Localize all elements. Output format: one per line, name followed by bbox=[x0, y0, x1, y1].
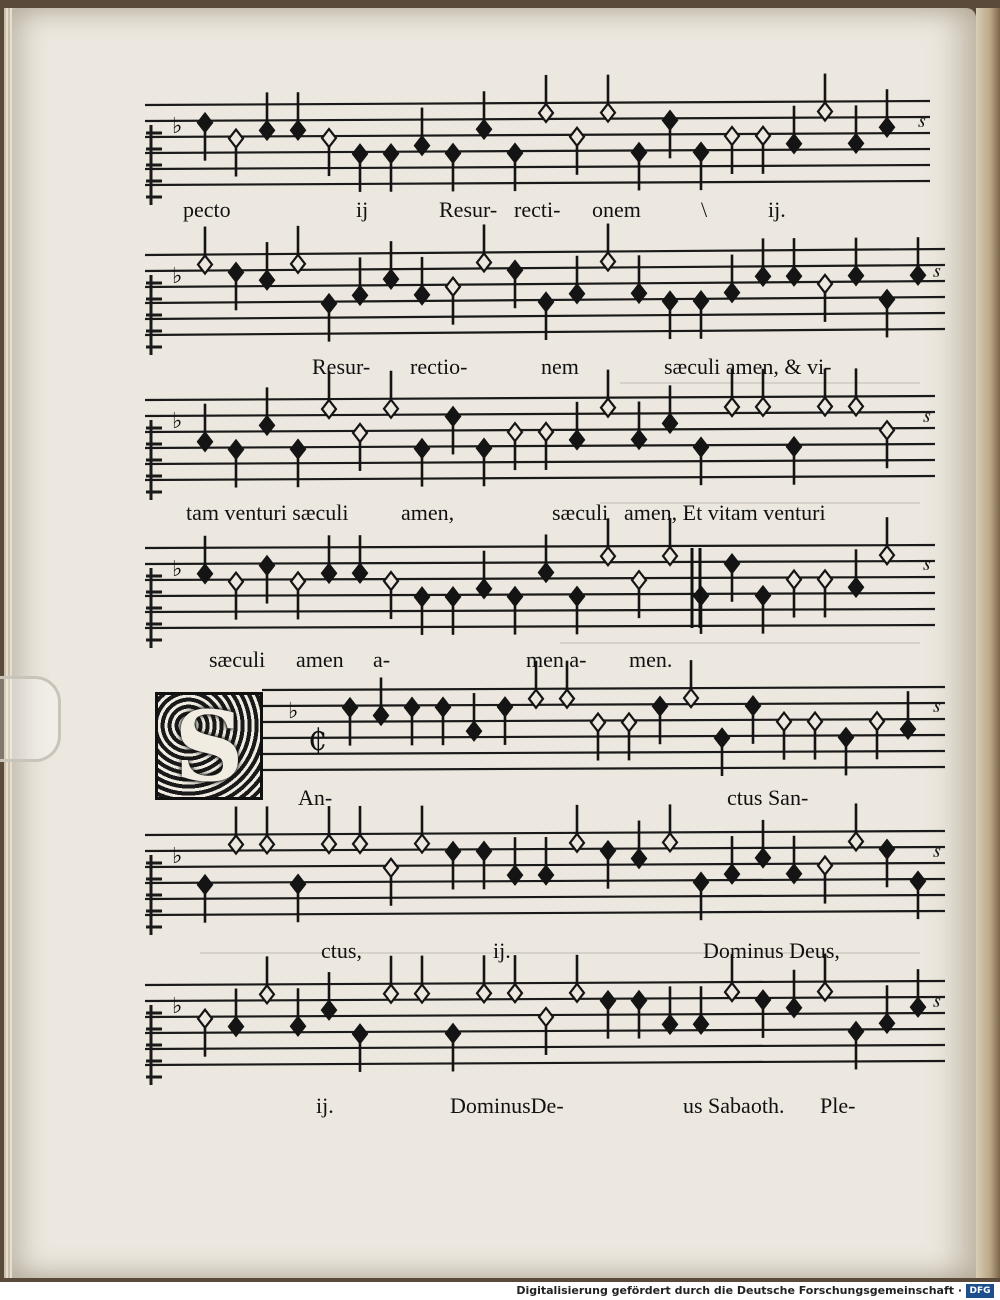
note-head bbox=[198, 1010, 212, 1028]
note-head bbox=[353, 424, 367, 442]
staff-line bbox=[145, 165, 930, 169]
note-head bbox=[508, 588, 522, 606]
custos-mark: 𝆍 bbox=[933, 693, 941, 717]
note-head bbox=[777, 713, 791, 731]
note-head bbox=[446, 407, 460, 425]
note-head bbox=[446, 842, 460, 860]
staff-line bbox=[145, 265, 945, 271]
lyric-word: sæculi bbox=[209, 647, 266, 672]
note-head bbox=[322, 295, 336, 313]
flat-sign: ♭ bbox=[172, 994, 183, 1019]
note-head bbox=[818, 275, 832, 293]
flat-sign: ♭ bbox=[172, 409, 183, 434]
staff-line bbox=[145, 249, 945, 255]
mensuration-sign: ₵ bbox=[308, 723, 328, 758]
lyric-word: sæculi amen, & vi- bbox=[664, 354, 832, 379]
lyric-word: men. bbox=[629, 647, 673, 672]
staff-line bbox=[262, 767, 945, 770]
staff-line bbox=[145, 545, 935, 548]
note-head bbox=[415, 588, 429, 606]
note-head bbox=[539, 293, 553, 311]
note-head bbox=[818, 857, 832, 875]
lyric-word: amen bbox=[296, 647, 344, 672]
lyric-word: Ple- bbox=[820, 1093, 856, 1118]
note-head bbox=[694, 292, 708, 310]
note-head bbox=[384, 145, 398, 163]
lyric-word: An- bbox=[298, 785, 333, 810]
lyric-word: DominusDe- bbox=[450, 1093, 564, 1118]
flat-sign: ♭ bbox=[172, 114, 183, 139]
lyric-word: amen, Et vitam venturi bbox=[624, 500, 826, 525]
note-head bbox=[663, 111, 677, 129]
flat-sign: ♭ bbox=[172, 557, 183, 582]
staff-line bbox=[262, 703, 945, 706]
note-head bbox=[632, 143, 646, 161]
note-head bbox=[787, 438, 801, 456]
note-head bbox=[870, 712, 884, 730]
custos-mark: 𝆍 bbox=[923, 551, 931, 575]
note-head bbox=[570, 128, 584, 146]
note-head bbox=[849, 1022, 863, 1040]
note-head bbox=[198, 114, 212, 132]
lyric-word: sæculi bbox=[552, 500, 609, 525]
lyric-word: tam venturi sæculi bbox=[186, 500, 349, 525]
note-head bbox=[663, 292, 677, 310]
note-head bbox=[839, 728, 853, 746]
staff-line bbox=[145, 831, 945, 835]
flat-sign: ♭ bbox=[172, 844, 183, 869]
staff-line bbox=[145, 476, 935, 480]
note-head bbox=[291, 440, 305, 458]
lyric-word: ij. bbox=[316, 1093, 334, 1118]
lyric-word: Resur- bbox=[312, 354, 371, 379]
note-head bbox=[477, 842, 491, 860]
note-head bbox=[601, 842, 615, 860]
note-head bbox=[880, 840, 894, 858]
footer-bar bbox=[0, 1282, 1000, 1300]
note-head bbox=[384, 572, 398, 590]
note-head bbox=[446, 144, 460, 162]
note-head bbox=[632, 992, 646, 1010]
note-head bbox=[384, 859, 398, 877]
lyric-word: recti- bbox=[514, 197, 561, 222]
custos-mark: 𝆍 bbox=[933, 258, 941, 282]
note-head bbox=[539, 423, 553, 441]
lyric-word: onem bbox=[592, 197, 641, 222]
note-head bbox=[694, 438, 708, 456]
note-head bbox=[508, 261, 522, 279]
custos-mark: 𝆍 bbox=[933, 988, 941, 1012]
note-head bbox=[229, 573, 243, 591]
note-head bbox=[322, 129, 336, 147]
note-head bbox=[725, 127, 739, 145]
lyric-word: ij. bbox=[768, 197, 786, 222]
flat-sign: ♭ bbox=[288, 699, 299, 724]
lyric-word: Resur- bbox=[439, 197, 498, 222]
staff-line bbox=[145, 412, 935, 416]
flat-sign: ♭ bbox=[172, 264, 183, 289]
note-head bbox=[405, 698, 419, 716]
staff-line bbox=[145, 1061, 945, 1065]
note-head bbox=[601, 992, 615, 1010]
custos-mark: 𝆍 bbox=[923, 403, 931, 427]
staff-line bbox=[145, 609, 935, 612]
note-head bbox=[446, 1024, 460, 1042]
lyric-word: ij bbox=[356, 197, 369, 222]
lyric-word: us Sabaoth. bbox=[683, 1093, 785, 1118]
note-head bbox=[808, 713, 822, 731]
note-head bbox=[539, 1008, 553, 1026]
staff-line bbox=[262, 751, 945, 754]
lyric-word: rectio- bbox=[410, 354, 468, 379]
note-head bbox=[746, 697, 760, 715]
note-head bbox=[229, 130, 243, 148]
lyric-word: men a- bbox=[526, 647, 587, 672]
note-head bbox=[911, 872, 925, 890]
note-head bbox=[622, 713, 636, 731]
note-head bbox=[477, 439, 491, 457]
note-head bbox=[591, 714, 605, 732]
note-head bbox=[787, 571, 801, 589]
note-head bbox=[498, 698, 512, 716]
note-head bbox=[291, 875, 305, 893]
lyric-word: ctus, bbox=[321, 938, 362, 963]
note-head bbox=[291, 572, 305, 590]
staff-line bbox=[145, 593, 935, 596]
note-head bbox=[229, 263, 243, 281]
staff-line bbox=[145, 625, 935, 628]
note-head bbox=[570, 587, 584, 605]
lyric-word: ctus San- bbox=[727, 785, 809, 810]
note-head bbox=[198, 876, 212, 894]
note-head bbox=[756, 991, 770, 1009]
lyric-word: Dominus Deus, bbox=[703, 938, 840, 963]
note-head bbox=[229, 441, 243, 459]
lyric-word: a- bbox=[373, 647, 391, 672]
lyric-word: ij. bbox=[493, 938, 511, 963]
custos-mark: 𝆍 bbox=[933, 838, 941, 862]
note-head bbox=[260, 557, 274, 575]
staff-line bbox=[145, 117, 930, 121]
note-head bbox=[880, 421, 894, 439]
decorated-initial bbox=[155, 689, 263, 803]
note-head bbox=[446, 278, 460, 296]
custos-mark: 𝆍 bbox=[918, 108, 926, 132]
note-head bbox=[415, 440, 429, 458]
note-head bbox=[508, 423, 522, 441]
note-head bbox=[818, 570, 832, 588]
staff-line bbox=[145, 181, 930, 185]
staff-line bbox=[145, 911, 945, 915]
note-head bbox=[653, 697, 667, 715]
note-head bbox=[508, 144, 522, 162]
staff-line bbox=[145, 101, 930, 105]
note-head bbox=[694, 873, 708, 891]
initial-letter: S bbox=[174, 689, 244, 803]
note-head bbox=[725, 555, 739, 573]
staff-line bbox=[262, 687, 945, 690]
note-head bbox=[353, 145, 367, 163]
staff-line bbox=[145, 577, 935, 580]
note-head bbox=[632, 571, 646, 589]
staff-line bbox=[145, 396, 935, 400]
note-head bbox=[756, 127, 770, 145]
note-head bbox=[353, 1025, 367, 1043]
lyric-word: amen, bbox=[401, 500, 455, 525]
staff-line bbox=[145, 460, 935, 464]
note-head bbox=[343, 699, 357, 717]
lyric-word: nem bbox=[541, 354, 579, 379]
note-head bbox=[436, 698, 450, 716]
note-head bbox=[715, 729, 729, 747]
staff-line bbox=[145, 149, 930, 153]
dfg-logo: DFG bbox=[966, 1284, 994, 1298]
note-head bbox=[756, 587, 770, 605]
note-head bbox=[694, 143, 708, 161]
staff-line bbox=[145, 444, 935, 448]
note-head bbox=[446, 588, 460, 606]
lyric-word: \ bbox=[701, 197, 708, 222]
lyric-word: pecto bbox=[183, 197, 231, 222]
note-head bbox=[880, 290, 894, 308]
footer-credit: Digitalisierung gefördert durch die Deutsche Forschungsgemeinschaft · bbox=[516, 1284, 962, 1297]
